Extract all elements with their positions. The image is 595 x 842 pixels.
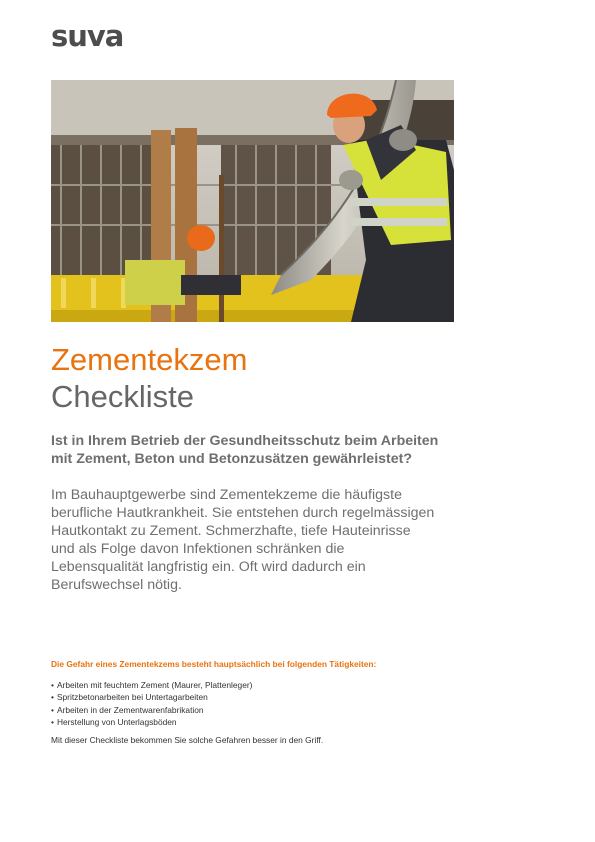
list-item: • Spritzbetonarbeiten bei Untertagarbeiten <box>51 691 252 703</box>
hazard-list <box>51 679 252 728</box>
suva-logo: suva <box>51 19 124 53</box>
lead-question: Ist in Ihrem Betrieb der Gesundheitsschutz beim Arbeiten mit Zement, Beton und Betonzusätzen gewährleistet? <box>51 433 439 467</box>
closing-note: Mit dieser Checkliste bekommen Sie solche Gefahren besser in den Griff. <box>51 735 324 745</box>
list-item: • Herstellung von Unterlagsböden <box>51 716 252 728</box>
hazard-heading: Die Gefahr eines Zementekzems besteht hauptsächlich bei folgenden Tätigkeiten: <box>51 659 377 669</box>
page-title: Zementekzem <box>51 342 248 377</box>
page-subtitle: Checkliste <box>51 379 194 414</box>
cover-photo <box>51 80 454 322</box>
list-item: • Arbeiten in der Zementwarenfabrikation <box>51 704 252 716</box>
intro-paragraph: Im Bauhauptgewerbe sind Zementekzeme die häufigste berufliche Hautkrankheit. Sie entstehen durch regelmässigen Hautkontakt zu Zement. Schmerzhafte, tiefe Hauteinrisse und als Folge davon Infektionen schränken die Lebensqualität langfristig ein. Oft wird dadurch ein Berufswechsel nötig. <box>51 487 435 593</box>
list-item: • Arbeiten mit feuchtem Zement (Maurer, Plattenleger) <box>51 679 252 691</box>
